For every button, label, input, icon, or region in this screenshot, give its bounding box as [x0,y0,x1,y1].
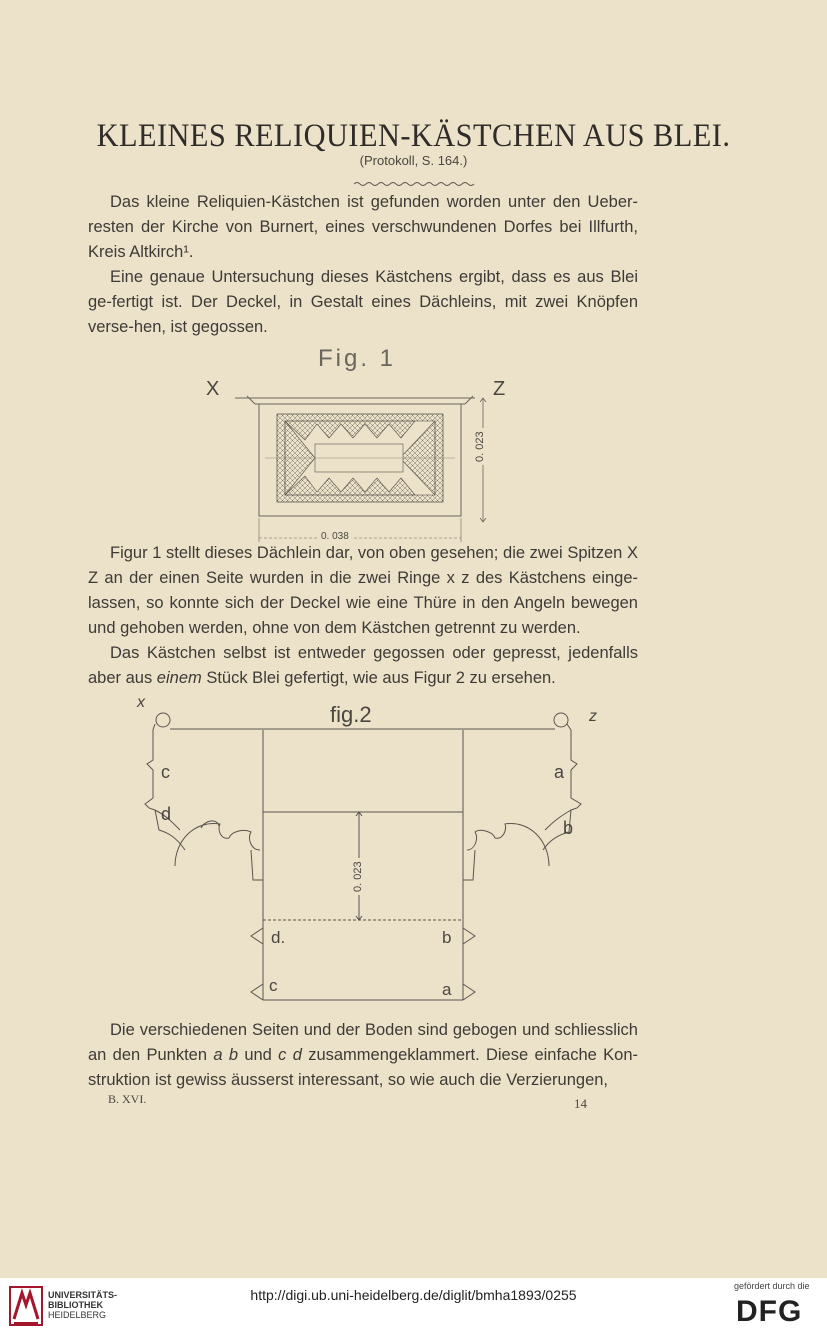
paragraph-4-text-b: Stück Blei gefertigt, wie aus Figur 2 zu ersehen. [201,669,556,687]
fig2-dim-vertical: 0. 023 [352,858,364,895]
paragraph-4 [88,641,638,691]
fig2-base-d: d. [271,928,286,947]
fig2-left-c: c [161,762,170,782]
permalink-url[interactable]: http://digi.ub.uni-heidelberg.de/diglit/bmha1893/0255 [250,1287,577,1303]
paragraph-5-emphasis-ab: a b [213,1046,239,1064]
paragraph-5-text-mid: und [238,1046,279,1064]
fig2-base-b: b [442,928,452,947]
fig1-drawing [225,388,505,548]
fig2-drawing [125,700,605,1010]
fig2-base-c: c [269,976,278,995]
uni-line-2: BIBLIOTHEK [48,1300,103,1310]
page-title: KLEINES RELIQUIEN-KÄSTCHEN AUS BLEI. [96,118,731,154]
paragraph-3: Figur 1 stellt dieses Dächlein dar, von oben gesehen; die zwei Spitzen X Z an der einen Seite wurden in die zwei Ringe x z des Kästchens einge-lassen, so konnte sich der Deckel wie eine Thüre in den Angeln bewegen und gehoben werden, ohne von dem Kästchen getrennt zu werden. [88,544,638,637]
footer-volume: B. XVI. [108,1092,147,1106]
page-number: 14 [574,1096,587,1111]
ornament-divider-icon [352,180,476,188]
fig2-x-mark: x [137,694,145,711]
fig1-dim-vertical: 0. 023 [474,428,486,465]
fig2-right-a: a [554,762,565,782]
paragraph-2: Eine genaue Untersuchung dieses Kästchens ergibt, dass es aus Blei ge-fertigt ist. Der Deckel, in Gestalt eines Dächleins, mit zwei Knöpfen verse-hen, ist gegossen. [88,268,638,336]
fig2-base-a: a [442,980,452,999]
page-subtitle: (Protokoll, S. 164.) [359,153,468,168]
fig2-z-mark: z [589,708,597,725]
dfg-logo: DFG [736,1295,803,1328]
paragraph-5 [88,1018,638,1093]
uni-line-3: HEIDELBERG [48,1310,107,1320]
fig2-right-b: b [563,818,574,838]
fig2-left-d: d [161,804,172,824]
uni-line-1: UNIVERSITÄTS- [48,1290,118,1300]
fig2-label: fig.2 [330,702,372,727]
fig1-dim-horizontal: 0. 038 [318,531,352,542]
paragraph-5-text-a: Die verschiedenen Seiten und der Boden sind gebogen und schliesslich an den Punkten [88,1021,638,1064]
fig1-z-mark: Z [493,378,506,400]
fig1-label: Fig. 1 [318,345,397,372]
paragraph-4-emphasis: einem [156,669,202,687]
dfg-funding-note: gefördert durch die [734,1281,810,1291]
paragraph-5-emphasis-cd: c d [278,1046,302,1064]
paragraph-5-text-b: zusammengeklammert. Diese einfache Kon-struktion ist gewiss äusserst interessant, so wie auch die Verzierungen, [88,1046,638,1089]
paragraph-1: Das kleine Reliquien-Kästchen ist gefunden worden unter den Ueber-resten der Kirche von Burnert, eines verschwundenen Dorfes bei Illfurth, Kreis Altkirch¹. [88,193,638,261]
fig1-x-mark: X [206,378,220,400]
paragraph-4-text-a: Das Kästchen selbst ist entweder gegossen oder gepresst, jedenfalls aber aus [88,644,638,687]
